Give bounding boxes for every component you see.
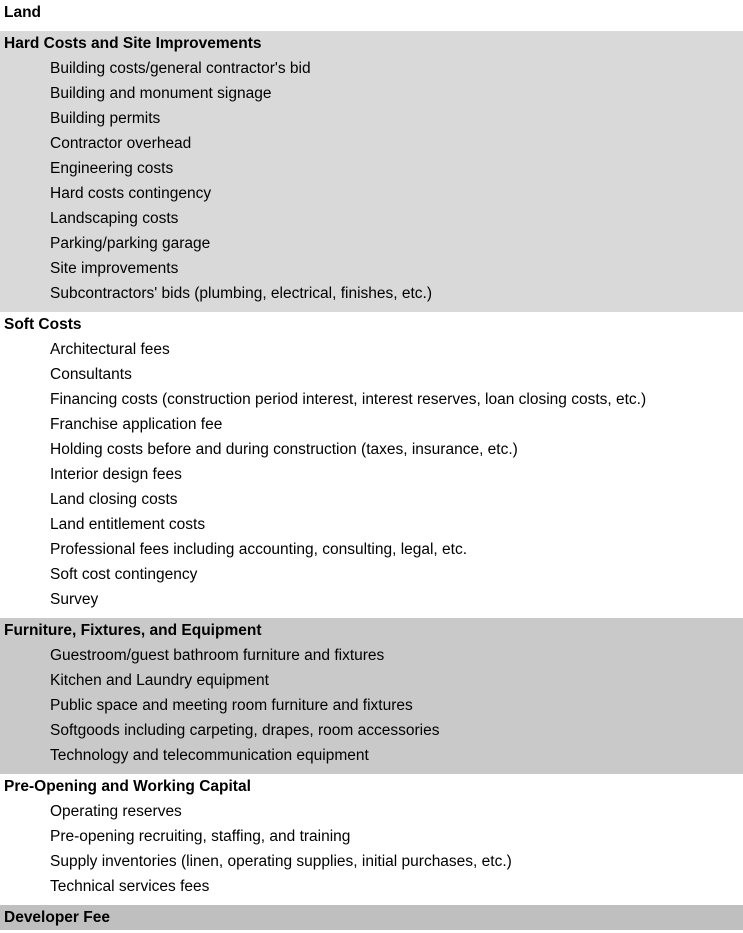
list-item: Technical services fees [50, 878, 210, 895]
list-item: Professional fees including accounting, consulting, legal, etc. [50, 541, 468, 558]
list-item: Parking/parking garage [50, 235, 211, 252]
list-item: Public space and meeting room furniture and fixtures [50, 697, 413, 714]
list-item: Building costs/general contractor's bid [50, 60, 311, 77]
list-item: Softgoods including carpeting, drapes, room accessories [50, 722, 440, 739]
list-item: Architectural fees [50, 341, 170, 358]
list-item: Building and monument signage [50, 85, 272, 102]
list-item: Operating reserves [50, 803, 182, 820]
section-heading-soft-costs: Soft Costs [4, 316, 82, 333]
list-item: Engineering costs [50, 160, 174, 177]
list-item: Franchise application fee [50, 416, 223, 433]
section-ffe [0, 618, 743, 774]
list-item: Soft cost contingency [50, 566, 198, 583]
section-pre-opening [0, 774, 743, 905]
list-item: Land closing costs [50, 491, 178, 508]
list-item: Holding costs before and during construction (taxes, insurance, etc.) [50, 441, 518, 458]
list-item: Interior design fees [50, 466, 182, 483]
section-developer-fee [0, 905, 743, 930]
section-heading-pre-opening: Pre-Opening and Working Capital [4, 778, 251, 795]
list-item: Landscaping costs [50, 210, 179, 227]
list-item: Pre-opening recruiting, staffing, and training [50, 828, 351, 845]
list-item: Site improvements [50, 260, 179, 277]
list-item: Technology and telecommunication equipment [50, 747, 369, 764]
list-item: Contractor overhead [50, 135, 192, 152]
section-heading-developer-fee: Developer Fee [4, 909, 110, 926]
list-item: Guestroom/guest bathroom furniture and fixtures [50, 647, 385, 664]
section-heading-ffe: Furniture, Fixtures, and Equipment [4, 622, 262, 639]
list-item: Hard costs contingency [50, 185, 212, 202]
list-item: Supply inventories (linen, operating supplies, initial purchases, etc.) [50, 853, 512, 870]
section-hard-costs [0, 31, 743, 312]
list-item: Consultants [50, 366, 132, 383]
list-item: Land entitlement costs [50, 516, 206, 533]
section-soft-costs [0, 312, 743, 618]
section-land [0, 0, 743, 25]
list-item: Financing costs (construction period interest, interest reserves, loan closing costs, etc.) [50, 391, 647, 408]
list-item: Kitchen and Laundry equipment [50, 672, 269, 689]
list-item: Survey [50, 591, 99, 608]
section-heading-land: Land [4, 4, 42, 21]
section-heading-hard-costs: Hard Costs and Site Improvements [4, 35, 262, 52]
list-item: Building permits [50, 110, 161, 127]
list-item: Subcontractors' bids (plumbing, electrical, finishes, etc.) [50, 285, 433, 302]
